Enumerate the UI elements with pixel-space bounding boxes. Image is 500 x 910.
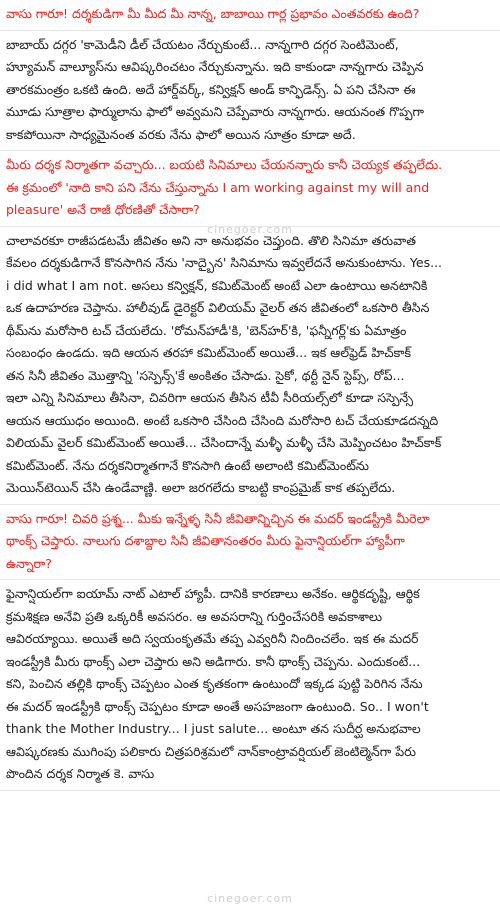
answer-line: కని, పెంచిన తల్లికి థాంక్స్ చెప్పటం ఎంత కృతకంగా ఉంటుందో ఇక్కడ పుట్టి పెరిగిన నేను [6, 676, 423, 691]
question-line: pleasure' అనే రాజీ ధోరణితో చేసారా? [6, 202, 200, 217]
watermark-top: cinegoer.com [207, 223, 293, 236]
answer-line: ఆయన ఆయుధం అయింది. అంటే ఒకసారి చేసింది చేసింది మరోసారి టచ్ చేయకూడదన్నది [6, 412, 439, 428]
answer-line: ఈ మదర్ ఇండస్ట్రీకి థాంక్స్ చెప్పటం కూడా అంతే అసహజంగా ఉంటుంది. So.. I won't [6, 698, 429, 714]
answer-line: చాలావరకూ రాజీపడటమే జీవితం అని నా అనుభవం చెప్తుంది. తొలి సినిమా తరువాత [6, 232, 416, 248]
answer-line: thank the Mother Industry... I just salute... అంటూ తన సుదీర్ఘ అనుభవాల [6, 721, 421, 736]
answer-line: హ్యూమన్ వాల్యూస్‌ను ఆవిష్కరించటం నేర్చుకున్నాను. ఇది కాకుండా నాన్నగారు చెప్పిన [6, 59, 424, 74]
answer-line: విలియమ్ వైలర్ కమిట్‌మెంట్ అయితే... చేసిందాన్నే మళ్ళీ మళ్ళీ చేసి మెప్పించటం హిచ్‌కాక్ [6, 435, 442, 450]
answer-block [0, 227, 500, 505]
answer-line: తారకమంత్రం ఒకటి ఉంది. అదే హార్డ్‌వర్క్, కన్విక్షన్ అండ్ కాన్ఫిడెన్స్. ఏ పని చేసినా ఈ [6, 81, 416, 97]
answer-line: కేవలం దర్శకుడిగానే కొనసాగిన నేను 'నాద్బైన' సినిమాను ఇవ్వలేదనే అనుకుంటాను. Yes... [6, 255, 443, 270]
watermark-bottom: cinegoer.com [207, 892, 293, 905]
answer-line: కాకపోయినా సాధ్యమైనంత వరకు నేను ఫాలో అయిన సూత్రం కూడా అదే. [6, 126, 356, 142]
answer-block [0, 580, 500, 791]
answer-line: మూడు సూత్రాల ఫార్ములాను ఫాలో అవ్వమని చెప్పేవారు నాన్నగారు. ఆయనంత గొప్పగా [6, 104, 424, 119]
answer-line: తన సినీ జీవితం మొత్తాన్ని 'సస్పెన్స్‌'కే అంకితం చేసాడు. సైకో, థర్టీ నైన్ స్టెప్స్, రోప్... [6, 367, 405, 383]
answer-line: ఆవిష్కరణకు ముగింపు పలికారు చిత్రపరిశ్రమలో నాన్‌కాంట్రావర్షియల్ జెంటిల్మెన్‌గా పేరు [6, 743, 416, 759]
answer-line: పొందిన దర్శక నిర్మాత కె. వాసు [6, 766, 155, 781]
answer-line: ఫైనాన్షియల్‌గా ఐయామ్ నాట్ ఎటాల్ హ్యాపీ. దానికి కారణాలు అనేకం. ఆర్థికదృష్టి, ఆర్థిక [6, 586, 420, 601]
answer-line: ఆవిరయ్యాయి. అయితే అది స్వయంకృతమే తప్ప ఎవ్వరినీ నిందించలేం. ఇక ఈ మదర్ [6, 631, 419, 646]
question-line: ఉన్నారా? [6, 555, 52, 571]
question-block [0, 151, 500, 227]
answer-line: మెయిన్‌టెయిన్ చేసి ఉండేవాణ్ణి. అలా జరగలేదు కాబట్టి కాంప్రమైజ్ కాక తప్పలేదు. [6, 480, 396, 495]
question-line: ఈ క్రమంలో 'నాది కాని పని నేను చేస్తున్నాను I am working against my will and [6, 179, 430, 195]
question-line: వాసు గారూ! చివరి ప్రశ్న... మీకు ఇన్నేళ్ళ సినీ జీవితాన్నిచ్చిన ఈ మదర్ ఇండస్ట్రీకి మీరెలా [6, 510, 430, 526]
question-line: థాంక్స్ చెప్తారు. నాలుగు దశాబ్దాల సినీ జీవితానంతరం మీరు ఫైనాన్షియల్‌గా హ్యాపీగా [6, 533, 405, 548]
answer-line: థీమ్‌ను మరోసారి టచ్ చేయలేదు. 'రోమన్‌హాడీ'కి, 'బెన్‌హర్'కి, 'ఫన్నీగర్ల్'కు ఏమాత్రం [6, 322, 407, 338]
answer-block [0, 31, 500, 152]
question-line: మీరు దర్శక నిర్మాతగా వచ్చారు... బయటి సినిమాలు చేయనన్నారు కానీ చెయ్యక తప్పలేదు. [6, 157, 443, 172]
answer-line: కమిట్‌మెంట్. నేను దర్శకనిర్మాతగానే కొనసాగి ఉంటే అలాంటి కమిట్‌మెంట్‌ను [6, 457, 369, 473]
question-line: వాసు గారూ! దర్శకుడిగా మీ మీద మీ నాన్న, బాబాయి గార్ల ప్రభావం ఎంతవరకు ఉంది? [6, 6, 420, 21]
answer-line: సంబంధం ఉండదు. ఇది ఆయన తరహా కమిట్‌మెంట్ అయితే... ఇక ఆల్‌ఫ్రెడ్ హిచ్‌కాక్ [6, 345, 412, 360]
question-block [0, 0, 500, 31]
answer-line: i did what I am not. అసలు కన్విక్షన్, కమిట్‌మెంట్ అంటే ఎలా ఉంటాయి అనటానికి [6, 277, 428, 293]
question-block [0, 505, 500, 581]
answer-line: ఇలా ఎన్ని సినిమాలు తీసినా, చివరిగా ఆయన తీసిన టీవీ సీరియల్స్‌లో కూడా సస్పెన్సే [6, 390, 414, 405]
answer-line: ఇండస్ట్రీకి మీరు థాంక్స్ ఎలా చెప్తారు అని అడిగారు. కానీ థాంక్స్ చెప్పను. ఎందుకంటే... [6, 653, 421, 669]
answer-line: క్రమశిక్షణ అనేవి ప్రతి ఒక్కరికీ అవసరం. ఆ అవసరాన్ని గుర్తించేసరికి అవకాశాలు [6, 608, 383, 624]
answer-line: బాబాయ్ దగ్గర 'కామెడీని డీల్ చేయటం నేర్చుకుంటే... నాన్నగారి దగ్గర సెంటిమెంట్, [6, 36, 399, 52]
answer-line: ఒక ఉదాహరణ చెప్తాను. హాలీవుడ్ డైరెక్టర్ విలియమ్ వైలర్ తన జీవితంలో ఒకసారి తీసిన [6, 300, 430, 315]
